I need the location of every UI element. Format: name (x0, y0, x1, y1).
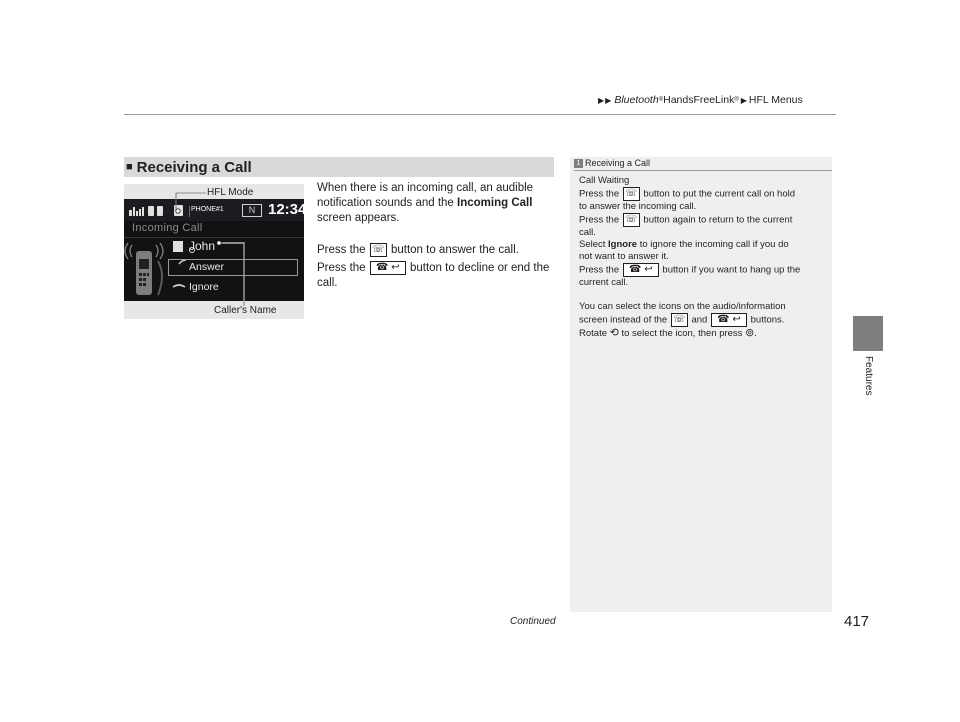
text-run: Rotate (579, 328, 610, 339)
ignore-term: Ignore (608, 239, 638, 250)
pick-up-phone-icon: ☏ (671, 313, 688, 327)
note-text (579, 175, 827, 340)
breadcrumb-arrow-icon: ▶ (598, 95, 605, 105)
incoming-call-title: Incoming Call (132, 222, 203, 234)
page-number: 417 (844, 613, 870, 630)
note-number: 1 (574, 159, 583, 168)
selector-knob-press-icon: ⊚ (745, 327, 755, 339)
incoming-call-term: Incoming Call (457, 197, 533, 209)
chapter-label: Features (863, 356, 874, 396)
text-run: to ignore the incoming call if you do (637, 239, 789, 250)
pick-up-phone-icon: ☏ (370, 243, 387, 257)
square-bullet-icon: ■ (126, 161, 133, 173)
breadcrumb-arrow-icon: ▶ (740, 95, 747, 105)
section-header (124, 157, 554, 177)
text-line: You can select the icons on the audio/information (579, 301, 786, 312)
text-run: notification sounds and the (317, 197, 458, 209)
body-paragraph-1 (317, 181, 553, 226)
note-title-text: Receiving a Call (585, 158, 651, 168)
text-line: current call. (579, 277, 629, 288)
breadcrumb-bluetooth[interactable]: Bluetooth (614, 94, 659, 106)
selector-knob-rotate-icon: ⟲ (609, 327, 619, 339)
callers-name-label: Caller's Name (214, 305, 277, 316)
text-run: screen instead of the (579, 314, 670, 326)
ignore-option[interactable]: Ignore (189, 281, 219, 293)
text-run: Select (579, 239, 609, 250)
text-line (579, 187, 827, 201)
text-run: . (754, 328, 757, 339)
clock: 12:34 (268, 201, 307, 218)
text-run: button to put the current call on hold (640, 188, 795, 200)
text-line (317, 196, 553, 211)
registered-mark: ® (734, 97, 739, 103)
text-run: Press the (579, 188, 622, 200)
hang-up-back-icon: ☎ ↩ (623, 263, 659, 277)
continued-label: Continued (510, 616, 556, 627)
hang-up-back-icon: ☎ ↩ (370, 261, 406, 275)
text-run: button again to return to the current (640, 214, 793, 226)
answer-label: Answer (189, 261, 225, 273)
text-run: button to decline or end the (406, 262, 550, 275)
text-run: button to answer the call. (387, 244, 519, 257)
text-run: Press the (317, 244, 369, 257)
text-line: call. (317, 277, 338, 290)
breadcrumb-hfl-menus[interactable]: HFL Menus (748, 94, 803, 106)
text-line (579, 239, 827, 251)
text-line: When there is an incoming call, an audible (317, 182, 534, 194)
body-paragraph-3 (317, 261, 553, 291)
text-run: button if you want to hang up the (659, 264, 801, 276)
text-run: buttons. (747, 314, 785, 326)
text-line (317, 261, 553, 276)
body-paragraph-2 (317, 243, 553, 258)
text-run: to select the icon, then press (618, 328, 746, 339)
hang-up-back-icon: ☎ ↩ (711, 313, 747, 327)
caller-name: John (189, 239, 216, 253)
text-line: to answer the incoming call. (579, 201, 697, 212)
breadcrumb (598, 94, 803, 106)
breadcrumb-handsfreelink[interactable]: HandsFreeLink (663, 94, 735, 106)
pick-up-phone-icon: ☏ (623, 213, 640, 227)
breadcrumb-arrow-icon: ▶ (605, 95, 612, 105)
note-title (574, 158, 650, 168)
header-divider (124, 114, 836, 115)
text-run: Press the (579, 264, 622, 276)
text-line (579, 263, 827, 277)
text-line (579, 213, 827, 227)
text-run: and (688, 314, 710, 326)
spacer (579, 289, 827, 301)
chapter-tab[interactable] (853, 316, 883, 351)
callout-lines (124, 184, 307, 309)
note-divider (574, 170, 832, 171)
text-line: screen appears. (317, 212, 400, 224)
text-line: not want to answer it. (579, 251, 669, 262)
text-line: call. (579, 227, 596, 238)
section-title: Receiving a Call (136, 158, 252, 176)
text-run: Press the (317, 262, 369, 275)
text-line (579, 313, 827, 327)
registered-mark: ® (658, 97, 664, 103)
text-run: Press the (579, 214, 622, 226)
text-line (579, 327, 827, 340)
phone-number-label: PHONE#1 (191, 206, 224, 213)
gear-indicator: N (242, 204, 262, 217)
pick-up-phone-icon: ☏ (623, 187, 640, 201)
note-subheading: Call Waiting (579, 175, 630, 186)
hfl-mode-label: HFL Mode (207, 187, 254, 198)
